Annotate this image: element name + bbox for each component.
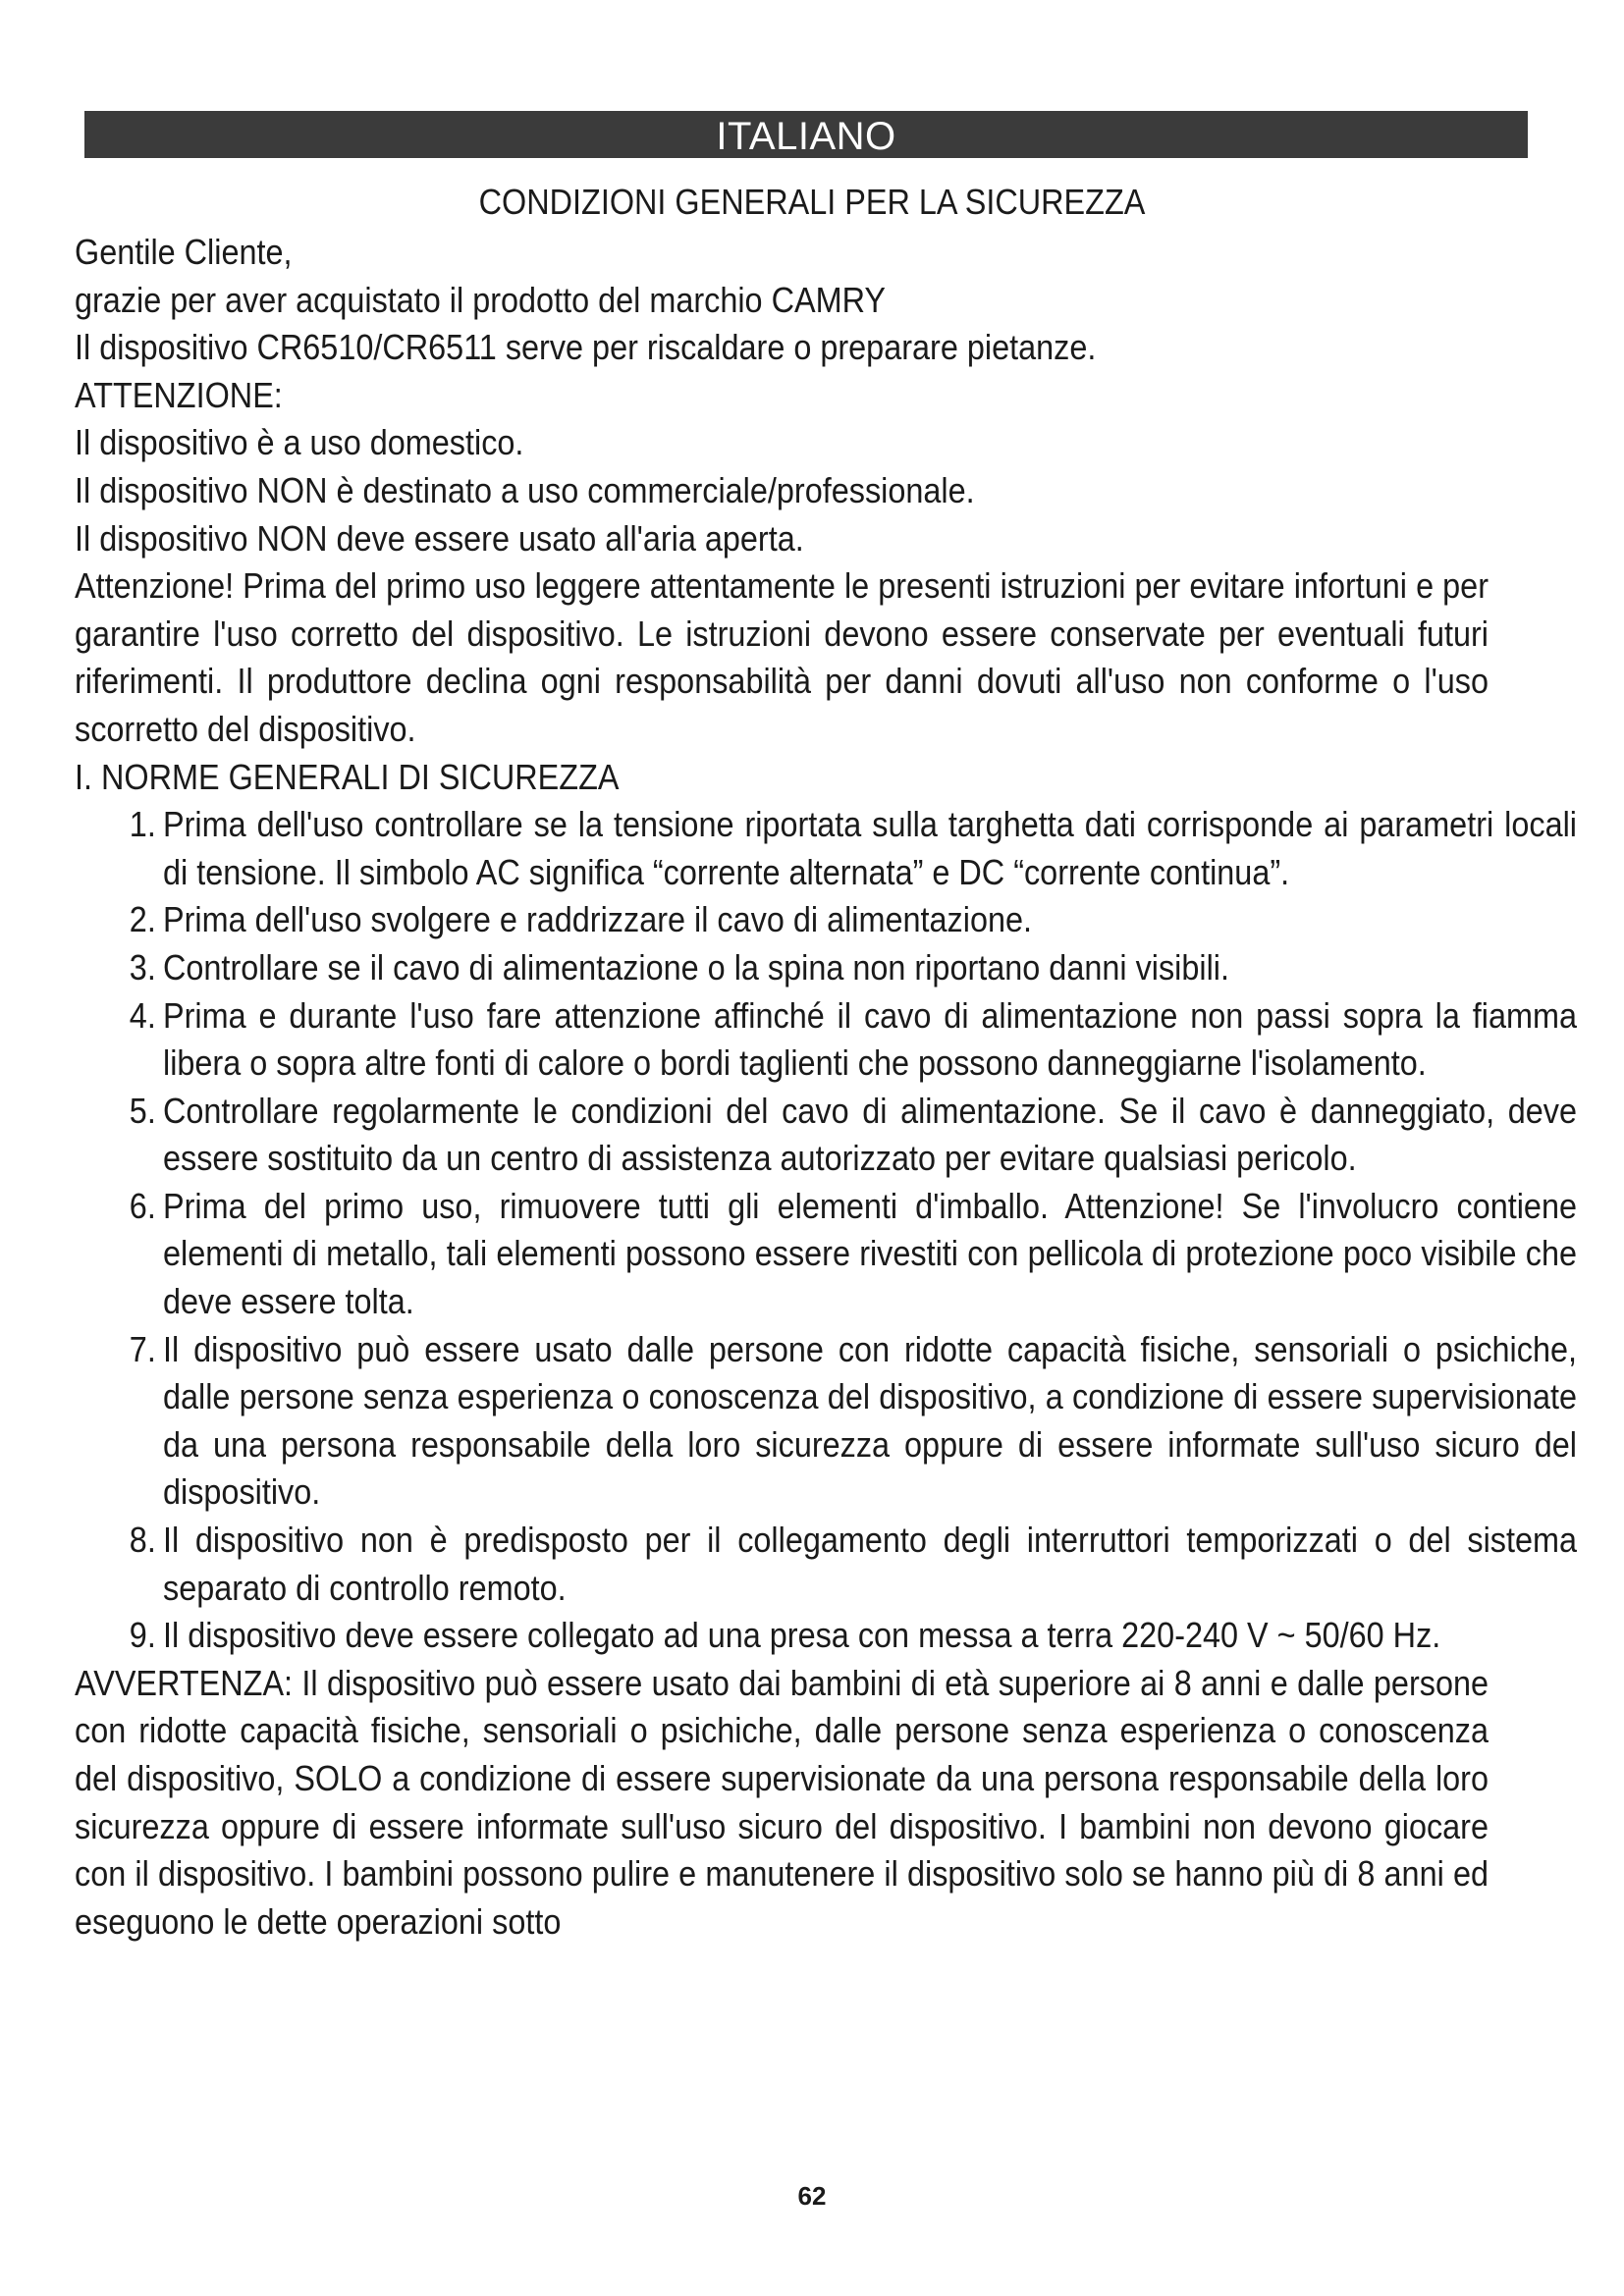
page-title: CONDIZIONI GENERALI PER LA SICUREZZA (478, 182, 1146, 222)
list-item-number: 6. (129, 1185, 156, 1226)
greeting: Gentile Cliente, (75, 232, 293, 272)
list-item-text: Prima dell'uso svolgere e raddrizzare il cavo di alimentazione. (163, 899, 1033, 940)
attention-label: ATTENZIONE: (75, 374, 283, 415)
list-item-number: 7. (129, 1328, 156, 1369)
list-item-text: Il dispositivo non è predisposto per il collegamento degli interruttori temporizzati o del sistema separato di controllo remoto. (163, 1520, 1577, 1608)
list-item-number: 2. (129, 899, 156, 940)
list-item-number: 5. (129, 1090, 156, 1131)
intro-domestic: Il dispositivo è a uso domestico. (75, 422, 524, 463)
list-item-text: Il dispositivo deve essere collegato ad una presa con messa a terra 220-240 V ~ 50/60 Hz. (163, 1615, 1441, 1656)
document-body (75, 229, 1577, 1946)
language-banner: ITALIANO (84, 111, 1528, 158)
list-item (75, 896, 1577, 944)
list-item (75, 1088, 1577, 1183)
list-item-text: Il dispositivo può essere usato dalle persone con ridotte capacità fisiche, sensoriali o psichiche, dalle persone senza esperienza o conoscenza del dispositivo, a condizione di essere supervisionate da una persona responsabile della loro sicurezza oppure di essere informate sull'uso sicuro del dispositivo. (163, 1328, 1577, 1513)
advisory-paragraph: AVVERTENZA: Il dispositivo può essere usato dai bambini di età superiore ai 8 anni e dalle persone con ridotte capacità fisiche, sensoriali o psichiche, dalle persone senza esperienza o conoscenza del dispositivo, SOLO a condizione di essere supervisionate da una persona responsabile della loro sicurezza oppure di essere informate sull'uso sicuro del dispositivo. I bambini non devono giocare con il dispositivo. I bambini possono pulire e manutenere il dispositivo solo se hanno più di 8 anni ed eseguono le dette operazioni sotto (75, 1662, 1489, 1942)
list-item-number: 1. (129, 804, 156, 845)
warning-paragraph: Attenzione! Prima del primo uso leggere attentamente le presenti istruzioni per evitare infortuni e per garantire l'uso corretto del dispositivo. Le istruzioni devono essere conservate per eventuali futuri riferimenti. Il produttore declina ogni responsabilità per danni dovuti all'uso non conforme o l'uso scorretto del dispositivo. (75, 565, 1489, 749)
list-item-number: 8. (129, 1520, 156, 1561)
list-item (75, 801, 1577, 896)
list-item-number: 9. (129, 1615, 156, 1656)
list-item-text: Prima del primo uso, rimuovere tutti gli elementi d'imballo. Attenzione! Se l'involucro contiene elementi di metallo, tali elementi possono essere rivestiti con pellicola di protezione poco visibile che deve essere tolta. (163, 1185, 1577, 1322)
safety-rules-list (75, 801, 1577, 1660)
intro-thanks: grazie per aver acquistato il prodotto del marchio CAMRY (75, 279, 887, 320)
page-number: 62 (797, 2181, 827, 2211)
list-item (75, 944, 1577, 992)
intro-not-commercial: Il dispositivo NON è destinato a uso commerciale/professionale. (75, 469, 975, 510)
list-item (75, 1326, 1577, 1517)
list-item-number: 4. (129, 994, 156, 1036)
list-item (75, 1612, 1577, 1660)
list-item (75, 1183, 1577, 1326)
intro-purpose: Il dispositivo CR6510/CR6511 serve per riscaldare o preparare pietanze. (75, 327, 1097, 368)
list-item-text: Controllare se il cavo di alimentazione o la spina non riportano danni visibili. (163, 946, 1230, 988)
list-item-text: Prima dell'uso controllare se la tensione riportata sulla targhetta dati corrisponde ai parametri locali di tensione. Il simbolo AC significa “corrente alternata” e DC “corrente continua”. (163, 804, 1577, 892)
list-item-text: Controllare regolarmente le condizioni del cavo di alimentazione. Se il cavo è danneggiato, deve essere sostituito da un centro di assistenza autorizzato per evitare qualsiasi pericolo. (163, 1090, 1577, 1179)
list-item (75, 992, 1577, 1088)
list-item-number: 3. (129, 946, 156, 988)
section-heading: I. NORME GENERALI DI SICUREZZA (75, 756, 620, 797)
list-item (75, 1517, 1577, 1612)
list-item-text: Prima e durante l'uso fare attenzione affinché il cavo di alimentazione non passi sopra la fiamma libera o sopra altre fonti di calore o bordi taglienti che possono danneggiarne l'isolamento. (163, 994, 1577, 1084)
intro-not-outdoor: Il dispositivo NON deve essere usato all'aria aperta. (75, 517, 804, 559)
